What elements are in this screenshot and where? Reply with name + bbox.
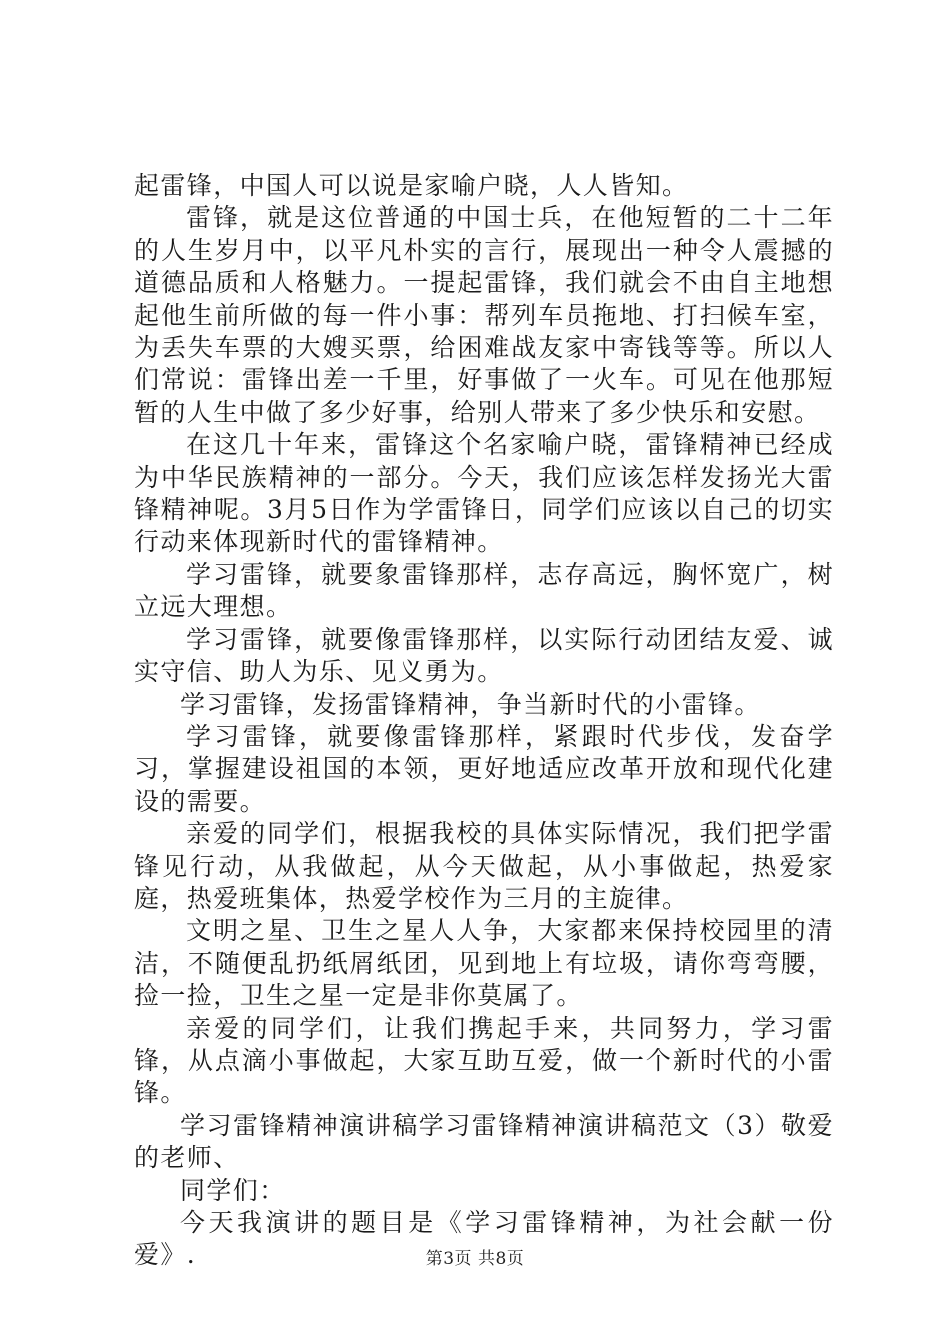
paragraph-4: 学习雷锋，就要象雷锋那样，志存高远，胸怀宽广，树立远大理想。 <box>134 559 834 622</box>
paragraph-8: 亲爱的同学们，根据我校的具体实际情况，我们把学雷锋见行动，从我做起，从今天做起，从小事做起，热爱家庭，热爱班集体，热爱学校作为三月的主旋律。 <box>134 819 834 913</box>
paragraph-9: 文明之星、卫生之星人人争，大家都来保持校园里的清洁，不随便乱扔纸屑纸团，见到地上有垃圾，请你弯弯腰，捡一捡，卫生之星一定是非你莫属了。 <box>134 916 834 1011</box>
paragraph-11: 学习雷锋精神演讲稿学习雷锋精神演讲稿范文（3）敬爱的老师、 <box>134 1110 834 1173</box>
paragraph-6: 学习雷锋，发扬雷锋精神，争当新时代的小雷锋。 <box>180 689 761 719</box>
paragraph-7: 学习雷锋，就要像雷锋那样，紧跟时代步伐，发奋学习，掌握建设祖国的本领，更好地适应改革开放和现代化建设的需要。 <box>134 721 834 816</box>
paragraph-2: 雷锋，就是这位普通的中国士兵，在他短暂的二十二年的人生岁月中，以平凡朴实的言行，展现出一种令人震撼的道德品质和人格魅力。一提起雷锋，我们就会不由自主地想起他生前所做的每一件小事：帮列车员拖地、打扫候车室，为丢失车票的大嫂买票，给困难战友家中寄钱等等。所以人们常说：雷锋出差一千里，好事做了一火车。可见在他那短暂的人生中做了多少好事，给别人带来了多少快乐和安慰。 <box>134 203 834 427</box>
paragraph-12: 同学们： <box>180 1175 286 1205</box>
paragraph-13: 今天我演讲的题目是《学习雷锋精神，为社会献一份爱》. <box>134 1208 834 1270</box>
page-number-footer: 第3页 共8页 <box>425 1249 525 1269</box>
paragraph-5: 学习雷锋，就要像雷锋那样，以实际行动团结友爱、诚实守信、助人为乐、见义勇为。 <box>134 624 834 687</box>
paragraph-3: 在这几十年来，雷锋这个名家喻户晓，雷锋精神已经成为中华民族精神的一部分。今天，我们应该怎样发扬光大雷锋精神呢。3月5日作为学雷锋日，同学们应该以自己的切实行动来体现新时代的雷锋精神。 <box>134 430 834 557</box>
paragraph-1: 起雷锋，中国人可以说是家喻户晓，人人皆知。 <box>134 171 689 200</box>
document-body <box>134 170 834 1272</box>
paragraph-10: 亲爱的同学们，让我们携起手来，共同努力，学习雷锋，从点滴小事做起，大家互助互爱，做一个新时代的小雷锋。 <box>134 1013 834 1108</box>
